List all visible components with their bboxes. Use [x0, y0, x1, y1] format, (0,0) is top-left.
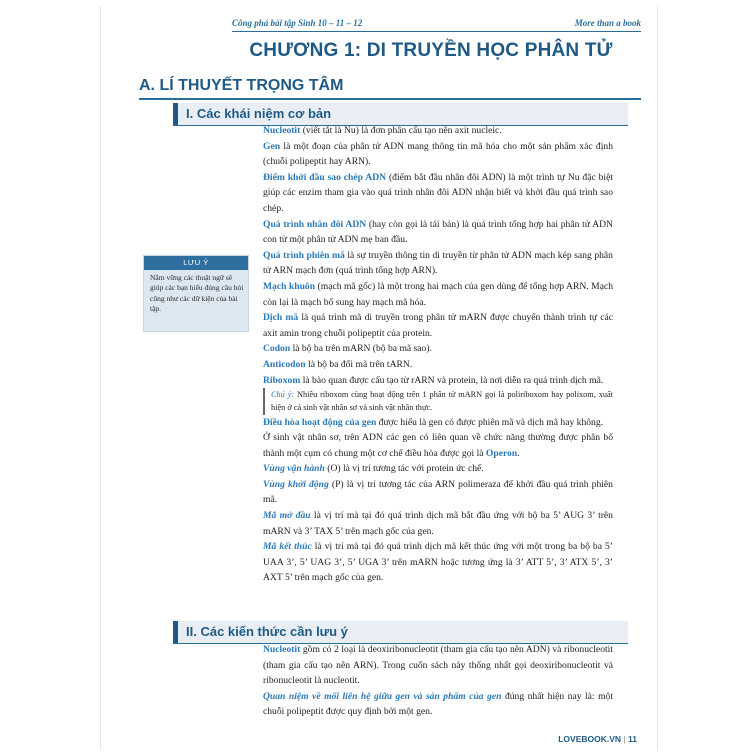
sidebar-title: LƯU Ý: [144, 256, 248, 270]
sidebar-text: Nắm vững các thuật ngữ sẽ giúp các bạn hiểu đúng câu hỏi cũng như các dữ kiện của bài tập.: [150, 273, 244, 314]
def-dich-ma: Dịch mã là quá trình mã di truyền trong phân tử mARN được chuyển thành trình tự các axit amin trong chuỗi polipeptit của protein.: [263, 312, 614, 339]
def-anticodon: Anticodon là bộ ba đối mã trên tARN.: [263, 358, 413, 370]
page-footer: [558, 734, 637, 744]
def-diem-khoi-dau: Điểm khởi đầu sao chép ADN (điểm bắt đầu nhân đôi ADN) là một trình tự Nu đặc biệt giúp các enzim tham gia vào quá trình nhân đôi ADN nhận biết và khởi đầu quá trình sao chép.: [263, 171, 613, 214]
def-dieu-hoa: Điều hòa hoạt động của gen được hiểu là gen có được phiên mã và dịch mã hay không.: [263, 416, 604, 428]
def-gen: Gen là một đoạn của phân tử ADN mang thông tin mã hóa cho một sản phẩm xác định (chuỗi polipeptit hay ARN).: [263, 140, 613, 168]
document-page: [100, 6, 658, 750]
def-ma-mo-dau: Mã mở đầu là vị trí mà tại đó quá trình dịch mã bắt đầu ứng với bộ ba 5’ AUG 3’ trên mARN và 3’ TAX 5’ trên mạch gốc của gen.: [263, 510, 613, 537]
section-1-body: [263, 123, 613, 586]
section-2-body: [263, 642, 613, 720]
section-a-divider: [139, 98, 641, 100]
section-1-heading: [173, 103, 628, 125]
note-polixom: Chú ý: Nhiều riboxom cùng hoạt động trên 1 phân tử mARN gọi là poliriboxom hay polixom, xuất hiện ở cả sinh vật nhân sơ và sinh vật nhân thực.: [263, 388, 613, 414]
running-header: [101, 6, 657, 33]
page-number: 11: [628, 734, 637, 744]
def-ma-ket-thuc: Mã kết thúc là vị trí mà tại đó quá trình dịch mã kết thúc ứng với một trong ba bộ ba 5’ UAA 3’, 5’ UAG 3’, 5’ UGA 3’ trên mARN hoặc tương ứng là 3’ ATT 5’, 3’ ATX 5’, 3’ AXT 5’ trên mạch gốc của gen.: [263, 541, 613, 584]
note-quan-niem: Quan niệm về mối liên hệ giữa gen và sản phẩm của gen đúng nhất hiện nay là: một chuỗi polipeptit được quy định bởi một gen.: [263, 690, 613, 718]
section-1-title: I. Các khái niệm cơ bản: [186, 106, 332, 121]
def-mach-khuon: Mạch khuôn (mạch mã gốc) là một trong hai mạch của gen dùng để tổng hợp ARN. Mạch còn lại là mạch bổ sung hay mạch mã hóa.: [263, 280, 614, 308]
section-2-heading: [173, 621, 628, 643]
def-nucleotit: Nucleotit (viết tắt là Nu) là đơn phân cấu tạo nên axit nucleic.: [263, 125, 502, 136]
sidebar-note: [143, 255, 249, 332]
book-tagline: More than a book: [574, 18, 641, 28]
footer-site: LOVEBOOK.VN: [558, 734, 622, 744]
note-nucleotit: Nucleotit gồm có 2 loại là deoxiribonucleotit (tham gia cấu tạo nên ADN) và ribonucleotit (tham gia cấu tạo nên ARN). Trong cuốn sách này thống nhất gọi deoxiribonucleotit và ribonucleotit là nucleotit.: [263, 644, 613, 687]
def-riboxom: Riboxom là bào quan được cấu tạo từ rARN và protein, là nơi diễn ra quá trình dịch mã.: [263, 374, 604, 386]
def-phien-ma: Quá trình phiên mã là sự truyền thông tin di truyền từ phân tử ADN mạch kép sang phân tử ARN mạch đơn (quá trình tổng hợp ARN).: [263, 249, 613, 277]
section-a-title: A. LÍ THUYẾT TRỌNG TÂM: [139, 77, 344, 94]
header-divider: [232, 31, 641, 32]
def-operon: Ở sinh vật nhân sơ, trên ADN các gen có liên quan về chức năng thường được phân bố thành một cụm có chung một cơ chế điều hòa được gọi là Operon.: [263, 432, 613, 459]
chapter-title: CHƯƠNG 1: DI TRUYỀN HỌC PHÂN TỬ: [249, 40, 613, 61]
def-vung-van-hanh: Vùng vận hành (O) là vị trí tương tác với protein ức chế.: [263, 463, 484, 475]
def-codon: Codon là bộ ba trên mARN (bộ ba mã sao).: [263, 343, 432, 355]
footer-separator: |: [623, 734, 626, 744]
section-2-title: II. Các kiến thức cần lưu ý: [186, 624, 348, 639]
def-nhan-doi: Quá trình nhân đôi ADN (hay còn gọi là tái bản) là quá trình tổng hợp hai phân tử ADN con từ một phân tử ADN mẹ ban đầu.: [263, 218, 613, 246]
book-title: Công phá bài tập Sinh 10 – 11 – 12: [232, 18, 363, 28]
def-vung-khoi-dong: Vùng khởi động (P) là vị trí tương tác của ARN polimeraza để khởi đầu quá trình phiên mã.: [263, 478, 613, 506]
